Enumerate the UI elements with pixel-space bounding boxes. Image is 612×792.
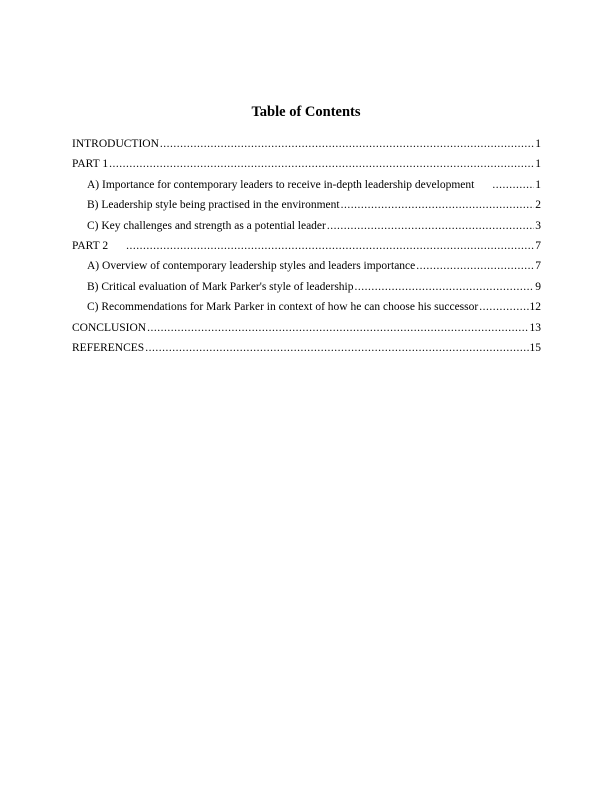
toc-dot-leader bbox=[327, 216, 534, 236]
toc-entry-page: 1 bbox=[535, 178, 541, 191]
toc-entry-label: REFERENCES bbox=[72, 341, 145, 354]
toc-entry-part-2-a[interactable] bbox=[72, 256, 541, 276]
toc-dot-leader bbox=[147, 318, 528, 338]
toc-dot-leader bbox=[145, 338, 528, 358]
toc-dot-leader bbox=[492, 175, 534, 195]
toc-entry-page: 3 bbox=[535, 219, 541, 232]
toc-entry-part-2-b[interactable] bbox=[72, 277, 541, 297]
toc-entry-conclusion[interactable] bbox=[72, 318, 541, 338]
toc-entry-label: B) Leadership style being practised in the environment bbox=[87, 199, 340, 212]
toc-entry-part-1-a[interactable] bbox=[72, 175, 541, 195]
toc-entry-label: C) Key challenges and strength as a potential leader bbox=[87, 219, 326, 232]
toc-entry-label: INTRODUCTION bbox=[72, 138, 159, 150]
toc-entry-label: PART 1 bbox=[72, 158, 109, 171]
toc-dot-leader bbox=[126, 236, 534, 256]
toc-entry-part-1-c[interactable] bbox=[72, 216, 541, 236]
toc-entry-part-1-b[interactable] bbox=[72, 195, 541, 215]
toc-entry-page: 13 bbox=[529, 321, 541, 334]
toc-dot-leader bbox=[416, 256, 534, 276]
toc-entry-part-1[interactable] bbox=[72, 154, 541, 174]
toc-entry-references[interactable] bbox=[72, 338, 541, 358]
toc-entry-label: A) Importance for contemporary leaders to receive in-depth leadership development bbox=[87, 178, 475, 191]
toc-entry-part-2-c[interactable] bbox=[72, 297, 541, 317]
toc-entry-page: 2 bbox=[535, 199, 541, 212]
toc-entry-page: 15 bbox=[529, 341, 541, 354]
toc-dot-leader bbox=[109, 154, 534, 174]
toc-entry-introduction[interactable] bbox=[72, 134, 541, 154]
toc-entry-label: PART 2 bbox=[72, 239, 109, 252]
toc-entry-page: 7 bbox=[535, 260, 541, 273]
toc-entry-page: 12 bbox=[529, 301, 541, 314]
toc-title: Table of Contents bbox=[251, 104, 361, 120]
toc-dot-leader bbox=[355, 277, 535, 297]
toc-list bbox=[72, 134, 541, 358]
toc-entry-page: 9 bbox=[535, 280, 541, 293]
toc-entry-label: B) Critical evaluation of Mark Parker's style of leadership bbox=[87, 280, 354, 293]
toc-entry-label: C) Recommendations for Mark Parker in context of how he can choose his successor bbox=[87, 301, 479, 314]
toc-entry-part-2[interactable] bbox=[72, 236, 541, 256]
toc-dot-leader bbox=[160, 134, 534, 154]
toc-entry-label: CONCLUSION bbox=[72, 321, 147, 334]
toc-entry-page: 7 bbox=[535, 239, 541, 252]
toc-entry-page: 1 bbox=[535, 158, 541, 171]
toc-dot-leader bbox=[341, 195, 535, 215]
toc-entry-label: A) Overview of contemporary leadership styles and leaders importance bbox=[87, 260, 416, 273]
toc-entry-page: 1 bbox=[535, 138, 541, 150]
toc-dot-leader bbox=[479, 297, 528, 317]
